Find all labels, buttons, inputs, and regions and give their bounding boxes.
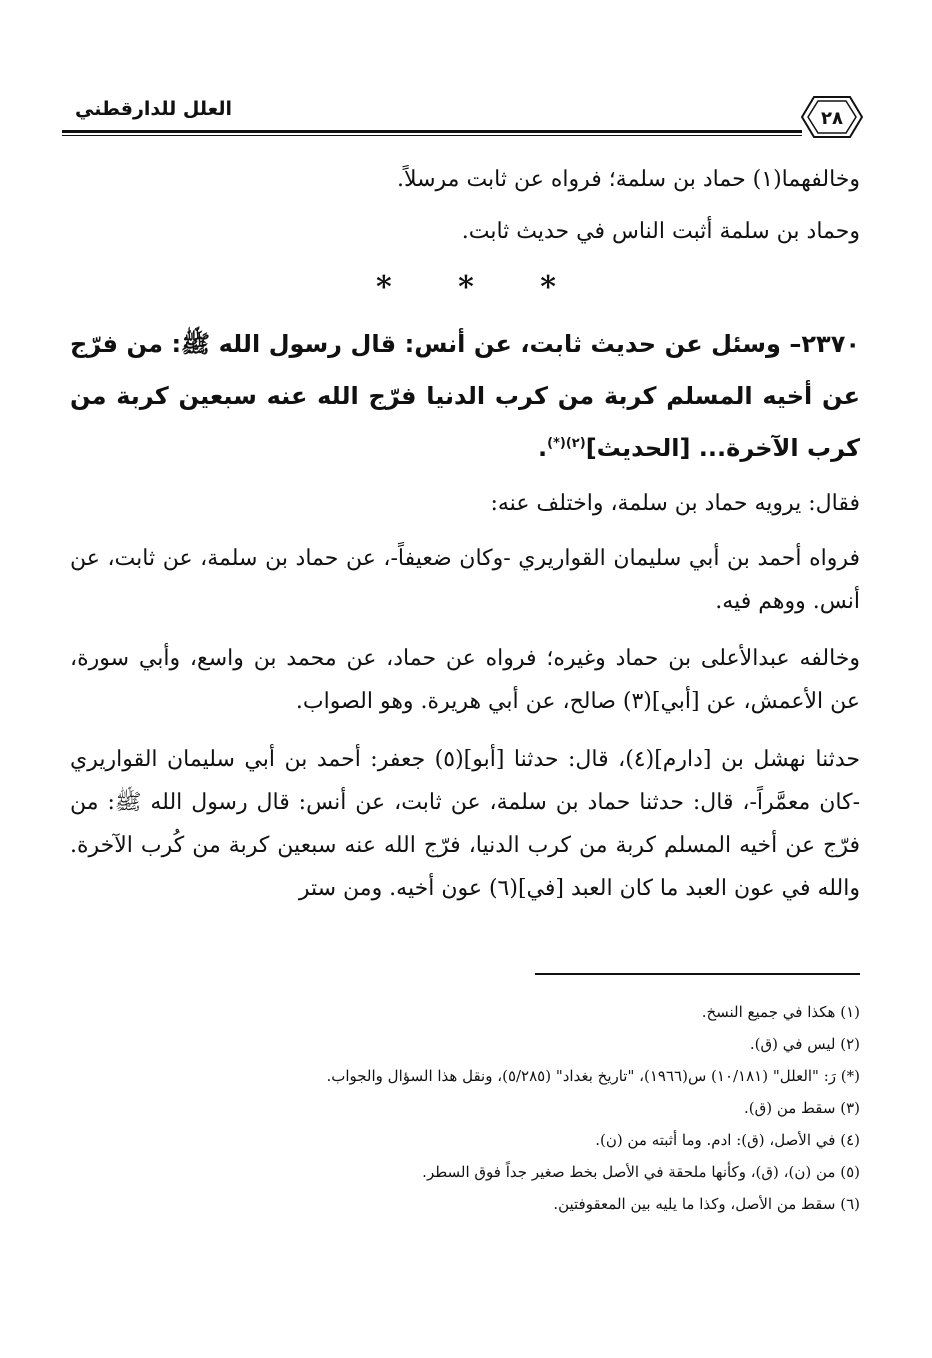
asterisk: * [375,270,392,305]
entry-text: – وسئل عن حديث ثابت، عن أنس: قال رسول الله ﷺ: من فرّج عن أخيه المسلم كربة من كرب الدنيا فرّج الله عنه سبعين كربة من كرب الآخرة... [الحديث] [70,330,860,462]
entry-number: ٢٣٧٠ [801,330,860,358]
asterisk: * [540,270,556,305]
footnote: (٢) ليس في (ق). [749,1035,860,1053]
footnote: (٦) سقط من الأصل، وكذا ما يليه بين المعقوفتين. [553,1195,860,1213]
entry-heading: ٢٣٧٠– وسئل عن حديث ثابت، عن أنس: قال رسول الله ﷺ: من فرّج عن أخيه المسلم كربة من كرب الدنيا فرّج الله عنه سبعين كربة من كرب الآخرة... [الحديث]$^{(٢)(*)}$. [70,330,860,462]
body-paragraph-1: فقال: يرويه حماد بن سلمة، واختلف عنه: [490,491,860,516]
header-rule [62,130,802,136]
footnotes [120,996,860,1220]
footnote: (١) هكذا في جميع النسخ. [701,1003,860,1021]
body-paragraph-4: حدثنا نهشل بن [دارم](٤)، قال: حدثنا [أبو](٥) جعفر: أحمد بن أبي سليمان القواريري -كان معمَّراً-، قال: حدثنا حماد بن سلمة، عن ثابت، عن أنس: قال رسول الله ﷺ: من فرّج عن أخيه المسلم كربة من كرب الدنيا، فرّج الله عنه سبعين كربة من كُرب الآخرة. والله في عون العبد ما كان العبد [في](٦) عون أخيه. ومن ستر [70,747,860,901]
footnote: (*) رَ: "العلل" (١٠/١٨١) س(١٩٦٦)، "تاريخ بغداد" (٥/٢٨٥)، ونقل هذا السؤال والجواب. [326,1067,860,1085]
section-separator [0,270,932,305]
footnote: (٥) من (ن)، (ق)، وكأنها ملحقة في الأصل بخط صغير جداً فوق السطر. [422,1163,860,1181]
body-paragraph-2: فرواه أحمد بن أبي سليمان القواريري -وكان ضعيفاً-، عن حماد بن سلمة، عن ثابت، عن أنس. ووهم فيه. [70,546,860,614]
page-number: ٢٨ [821,108,843,129]
footnote: (٣) سقط من (ق). [743,1099,860,1117]
running-title: العلل للدارقطني [75,98,232,120]
entry-refs: (٢)(*) [547,436,586,451]
ornament-frame-icon [800,95,864,139]
paragraph-1: وخالفهما(١) حماد بن سلمة؛ فرواه عن ثابت مرسلاً. [396,167,860,192]
paragraph-2: وحماد بن سلمة أثبت الناس في حديث ثابت. [461,219,860,244]
page-number-badge [800,95,864,139]
asterisk: * [458,270,474,305]
footnote: (٤) في الأصل، (ق): ادم. وما أثبته من (ن). [595,1131,860,1149]
footnote-rule [535,973,860,975]
body-paragraph-3: وخالفه عبدالأعلى بن حماد وغيره؛ فرواه عن حماد، عن محمد بن واسع، وأبي سورة، عن الأعمش، عن [أبي](٣) صالح، عن أبي هريرة. وهو الصواب. [70,646,860,714]
